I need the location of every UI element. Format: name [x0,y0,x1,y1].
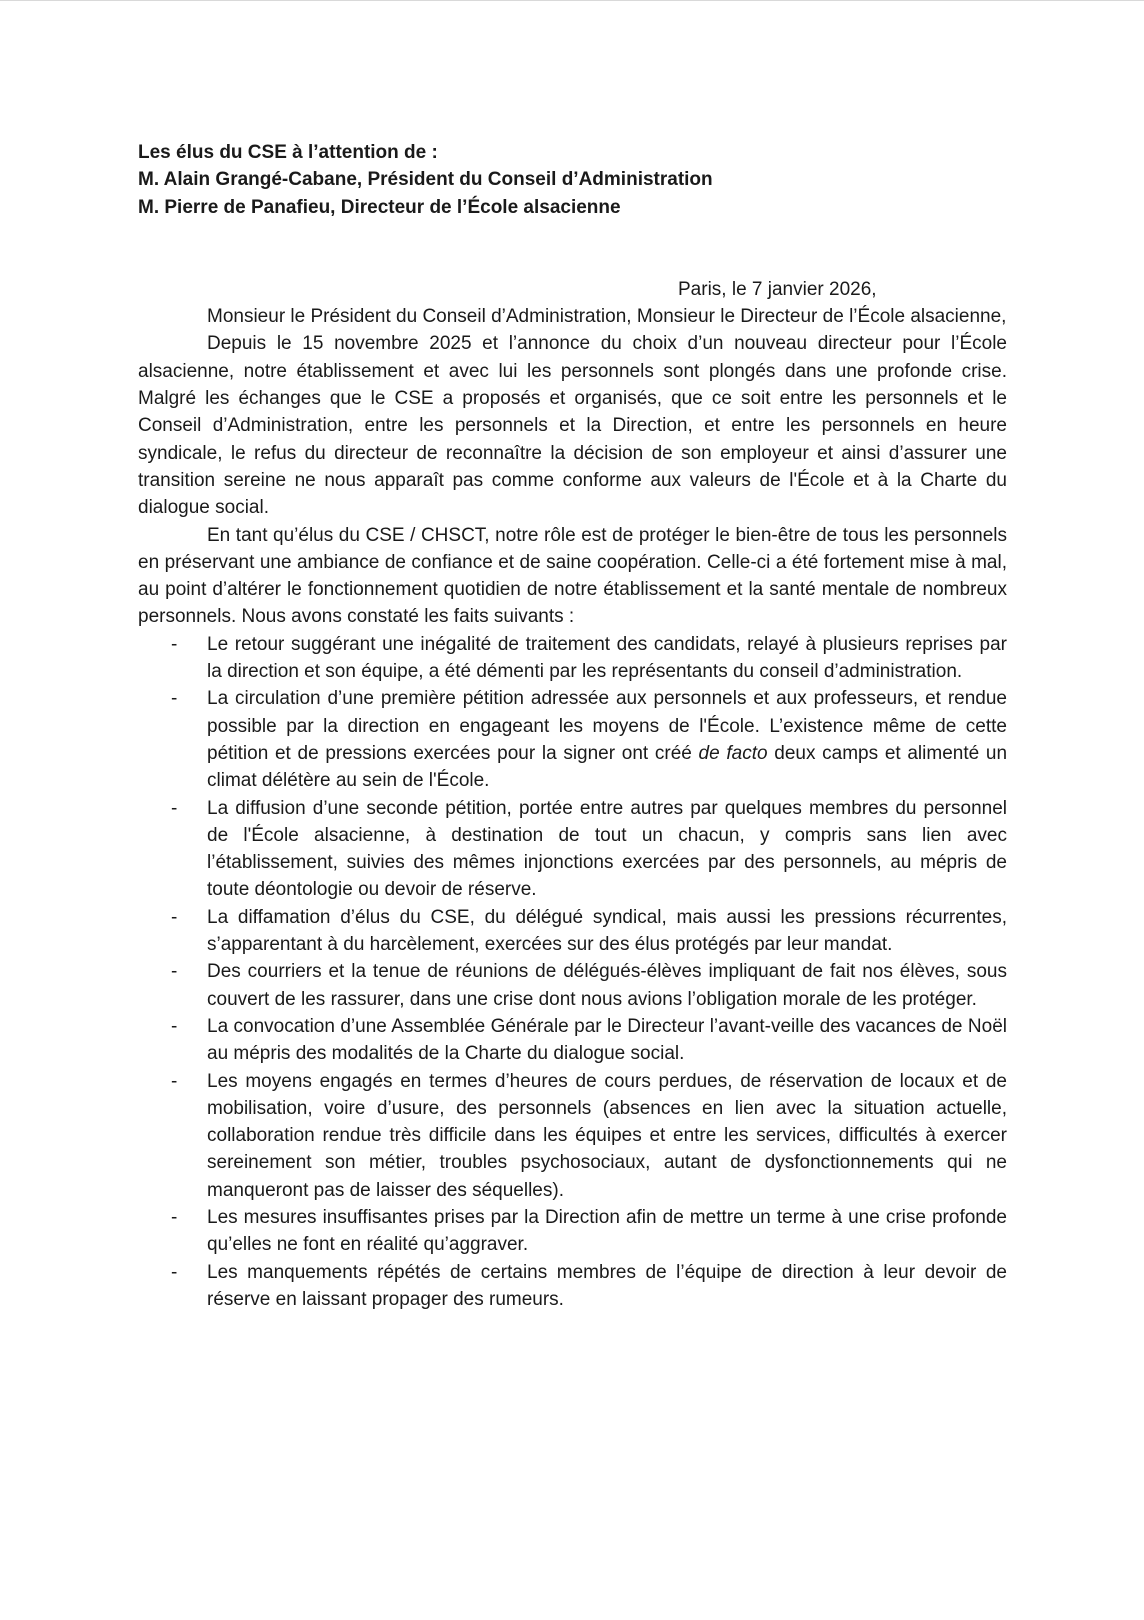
fact-text-4: La diffamation d’élus du CSE, du délégué syndical, mais aussi les pressions récurrentes, s’apparentant à du harcèlement, exercées sur des élus protégés par leur mandat. [207,906,1007,956]
header-line-3: M. Pierre de Panafieu, Directeur de l’École alsacienne [138,196,621,218]
header-line-1: Les élus du CSE à l’attention de : [138,142,438,163]
fact-text-8: Les mesures insuffisantes prises par la Direction afin de mettre un terme à une crise profonde qu’elles ne font en réalité qu’aggraver. [207,1206,1007,1256]
fact-text-5: Des courriers et la tenue de réunions de délégués-élèves impliquant de fait nos élèves, sous couvert de les rassurer, dans une crise dont nous avions l’obligation morale de les protéger. [207,961,1007,1010]
fact-text-9: Les manquements répétés de certains membres de l’équipe de direction à leur devoir de réserve en laissant propager des rumeurs. [207,1261,1007,1310]
letter-date: Paris, le 7 janvier 2026, [678,278,877,300]
bullet-dash: - [171,1015,178,1037]
recipient-header [138,139,1007,221]
fact-text-2-end: deux camps et alimenté un climat délétère au sein de l'École. [207,742,1008,792]
fact-item-4 [138,904,1007,959]
bullet-dash: - [171,1070,178,1092]
fact-item-3 [138,795,1007,904]
fact-text-3: La diffusion d’une seconde pétition, portée entre autres par quelques membres du personnel de l'École alsacienne, à destination de tout un chacun, y compris sans lien avec l’établissement, suivies des mêmes injonctions exercées par des personnels, au mépris de toute déontologie ou devoir de réserve. [207,797,1007,901]
bullet-dash: - [171,1206,178,1228]
fact-item-1 [138,631,1007,686]
bullet-dash: - [171,906,178,928]
bullet-dash: - [171,633,178,655]
bullet-dash: - [171,1261,178,1283]
fact-item-8 [138,1204,1007,1259]
fact-text-2-start: La circulation d’une première pétition adressée aux personnels et aux professeurs, et rendue possible par la direction en engageant les moyens de l'École. L’existence même de cette pétition et de pressions exercées pour la signer ont créé [207,688,1007,764]
fact-text-1: Le retour suggérant une inégalité de traitement des candidats, relayé à plusieurs reprises par la direction et son équipe, a été démenti par les représentants du conseil d’administration. [207,633,1007,683]
fact-text-6: La convocation d’une Assemblée Générale par le Directeur l’avant-veille des vacances de Noël au mépris des modalités de la Charte du dialogue social. [207,1015,1007,1065]
fact-text-2-italic: de facto [698,742,768,764]
salutation: Monsieur le Président du Conseil d’Administration, Monsieur le Directeur de l’École alsacienne, [207,306,1007,328]
bullet-dash: - [171,961,178,983]
paragraph-1: Depuis le 15 novembre 2025 et l’annonce du choix d’un nouveau directeur pour l’École alsacienne, notre établissement et avec lui les personnels sont plongés dans une profonde crise. Malgré les échanges que le CSE a proposés et organisés, que ce soit entre les personnels et le Conseil d’Administration, entre les personnels et la Direction, et entre les personnels en heure syndicale, le refus du directeur de reconnaître la décision de son employeur et ainsi d’assurer une transition sereine ne nous apparaît pas comme conforme aux valeurs de l'École et à la Charte du dialogue social. [138,333,1007,519]
fact-item-7 [138,1068,1007,1204]
fact-item-2 [138,685,1007,794]
bullet-dash: - [171,797,178,819]
fact-item-6 [138,1013,1007,1068]
fact-text-7: Les moyens engagés en termes d’heures de cours perdues, de réservation de locaux et de mobilisation, voire d’usure, des personnels (absences en lien avec la situation actuelle, collaboration rendue très difficile dans les équipes et entre les services, difficultés à exercer sereinement son métier, troubles psychosociaux, autant de dysfonctionnements qui ne manqueront pas de laisser des séquelles). [207,1070,1007,1201]
letter-body [138,139,1007,1313]
fact-item-5 [138,958,1007,1013]
paragraph-2: En tant qu’élus du CSE / CHSCT, notre rôle est de protéger le bien-être de tous les personnels en préservant une ambiance de confiance et de saine coopération. Celle-ci a été fortement mise à mal, au point d’altérer le fonctionnement quotidien de notre établissement et la santé mentale de nombreux personnels. Nous avons constaté les faits suivants : [138,524,1007,628]
fact-item-9 [138,1259,1007,1314]
facts-list [138,631,1007,1313]
bullet-dash: - [171,688,178,710]
header-line-2: M. Alain Grangé-Cabane, Président du Conseil d’Administration [138,169,713,191]
